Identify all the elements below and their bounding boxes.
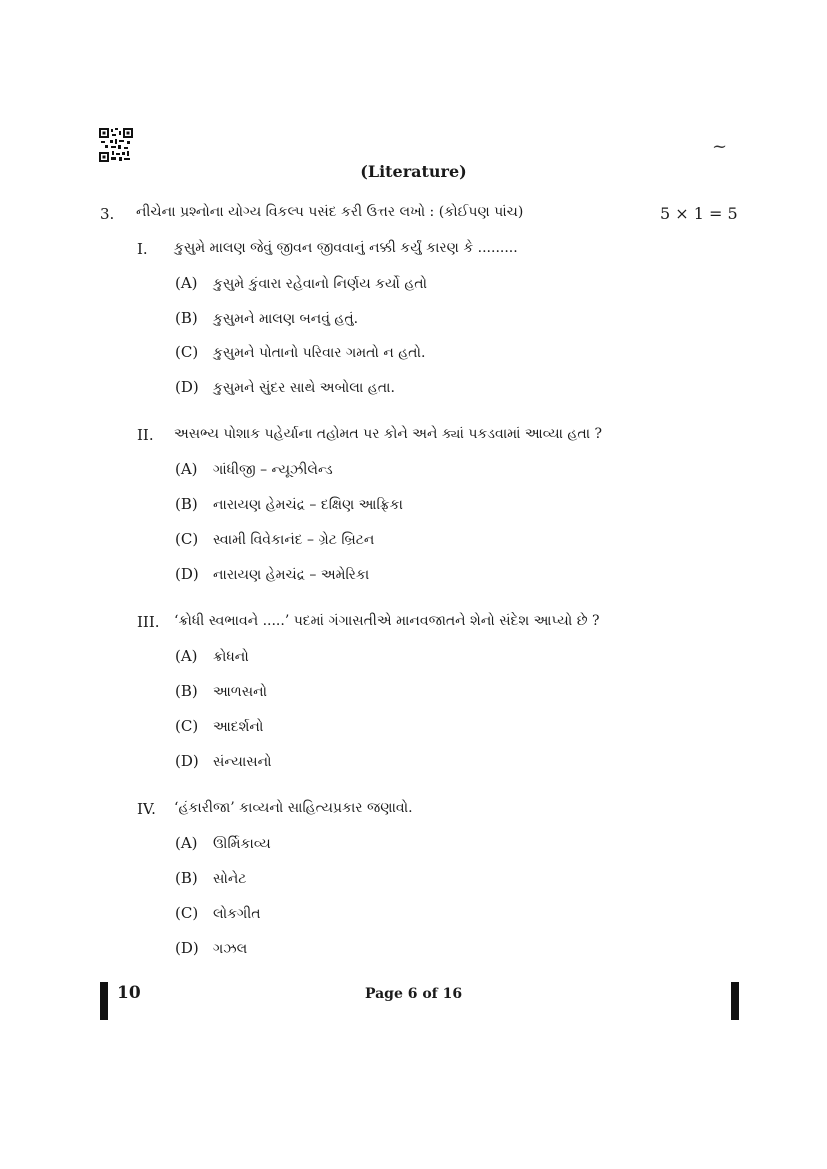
option-item bbox=[175, 647, 249, 665]
option-text: સ્વામી વિવેકાનંદ – ગ્રેટ બ્રિટન bbox=[213, 532, 375, 548]
sub-question-text: ‘હંકારીજા’ કાવ્યનો સાહિત્યપ્રકાર જણાવો. bbox=[174, 800, 413, 816]
section-title: (Literature) bbox=[360, 162, 467, 181]
footer-code: 10 bbox=[117, 983, 141, 1003]
option-text: કુસુમને માલણ બનવું હતું. bbox=[213, 311, 359, 327]
sub-question-number: I. bbox=[137, 240, 148, 258]
option-text: આળસનો bbox=[213, 684, 267, 700]
option-letter: (C) bbox=[175, 530, 199, 548]
option-item bbox=[175, 565, 369, 583]
option-item bbox=[175, 904, 260, 922]
option-letter: (B) bbox=[175, 682, 198, 700]
option-text: સંન્યાસનો bbox=[213, 754, 272, 770]
sub-question-number: II. bbox=[137, 426, 154, 444]
option-text: સોનેટ bbox=[213, 871, 247, 887]
option-letter: (D) bbox=[175, 378, 199, 396]
sub-question-text: અસભ્ય પોશાક પહેર્યાના તહોમત પર કોને અને ક્યાં પકડવામાં આવ્યા હતા ? bbox=[174, 426, 603, 442]
option-item bbox=[175, 717, 263, 735]
option-letter: (C) bbox=[175, 717, 199, 735]
header-mark: ~ bbox=[712, 136, 728, 157]
question-number: 3. bbox=[100, 205, 115, 223]
option-text: કુસુમે કુંવારા રહેવાનો નિર્ણય કર્યો હતો bbox=[213, 276, 428, 292]
option-text: નારાયણ હેમચંદ્ર – દક્ષિણ આફ્રિકા bbox=[213, 497, 403, 513]
page-number: Page 6 of 16 bbox=[364, 986, 463, 1002]
option-letter: (A) bbox=[175, 834, 198, 852]
option-item bbox=[175, 530, 374, 548]
option-letter: (D) bbox=[175, 752, 199, 770]
option-item bbox=[175, 682, 267, 700]
option-text: ઊર્મિકાવ્ય bbox=[213, 836, 271, 852]
qr-code-icon bbox=[99, 128, 133, 162]
option-item bbox=[175, 460, 333, 478]
option-letter: (A) bbox=[175, 460, 198, 478]
question-text: નીચેના પ્રશ્નોના યોગ્ય વિકલ્પ પસંદ કરી ઉત્તર લખો : (કોઈપણ પાંચ) bbox=[136, 204, 524, 220]
option-letter: (D) bbox=[175, 565, 199, 583]
option-letter: (C) bbox=[175, 343, 199, 361]
option-item bbox=[175, 309, 358, 327]
option-letter: (A) bbox=[175, 647, 198, 665]
option-item bbox=[175, 834, 271, 852]
option-item bbox=[175, 495, 403, 513]
option-text: આદર્શનો bbox=[213, 719, 264, 735]
sub-question-number: III. bbox=[137, 613, 160, 631]
option-item bbox=[175, 378, 395, 396]
option-text: ગઝલ bbox=[213, 941, 248, 957]
option-letter: (B) bbox=[175, 309, 198, 327]
question-marks: 5 × 1 = 5 bbox=[660, 204, 738, 223]
option-letter: (D) bbox=[175, 939, 199, 957]
option-item bbox=[175, 939, 247, 957]
sub-question-text: ‘ક્રોધી સ્વભાવને .....’ પદમાં ગંગાસતીએ માનવજાતને શેનો સંદેશ આપ્યો છે ? bbox=[174, 613, 600, 629]
option-item bbox=[175, 274, 427, 292]
option-text: કુસુમને પોતાનો પરિવાર ગમતો ન હતો. bbox=[213, 345, 426, 361]
option-letter: (C) bbox=[175, 904, 199, 922]
option-letter: (B) bbox=[175, 869, 198, 887]
footer-bar-right bbox=[731, 982, 739, 1020]
option-text: ક્રોધનો bbox=[213, 649, 249, 665]
option-item bbox=[175, 343, 425, 361]
option-letter: (B) bbox=[175, 495, 198, 513]
option-text: ગાંધીજી – ન્યૂઝીલેન્ડ bbox=[213, 462, 333, 478]
sub-question-number: IV. bbox=[137, 800, 156, 818]
option-text: નારાયણ હેમચંદ્ર – અમેરિકા bbox=[213, 567, 370, 583]
option-text: લોકગીત bbox=[213, 906, 261, 922]
option-item bbox=[175, 869, 246, 887]
option-letter: (A) bbox=[175, 274, 198, 292]
option-item bbox=[175, 752, 272, 770]
option-text: કુસુમને સુંદર સાથે અબોલા હતા. bbox=[213, 380, 395, 396]
sub-question-text: કુસુમે માલણ જેવું જીવન જીવવાનું નક્કી કર્યું કારણ કે ......... bbox=[174, 240, 518, 256]
